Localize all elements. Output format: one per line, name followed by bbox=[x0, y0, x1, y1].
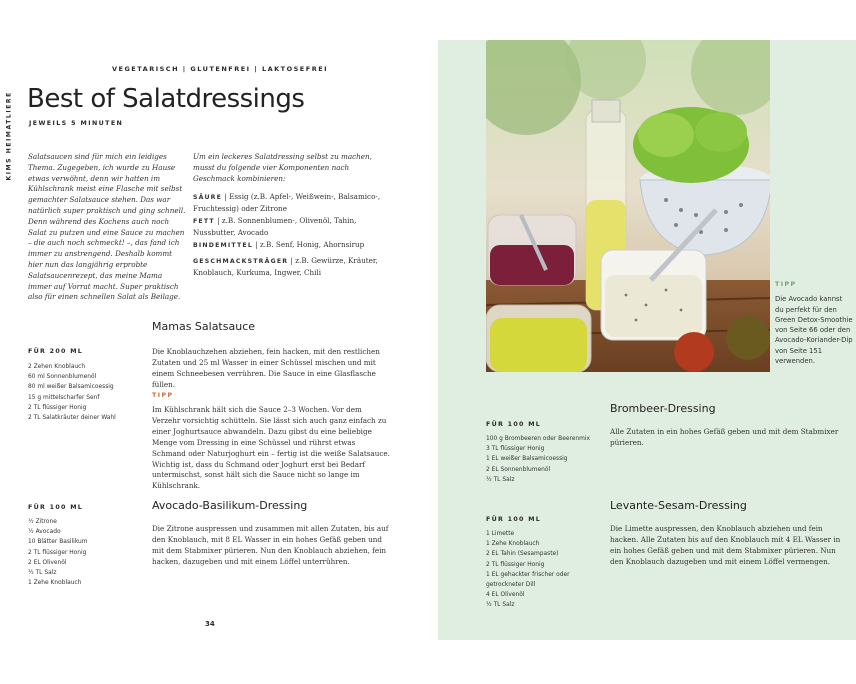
ingredient-list bbox=[28, 517, 148, 588]
ingredient-item: 2 TL flüssiger Honig bbox=[486, 561, 545, 568]
component-text: z.B. Sonnenblumen-, Olivenöl, Tahin, Nussbutter, Avocado bbox=[193, 216, 357, 237]
ingredient-item: 1 Zehe Knoblauch bbox=[28, 580, 82, 587]
ingredient-item: 80 ml weißer Balsamicoessig bbox=[28, 384, 114, 391]
recipe-title: Avocado-Basilikum-Dressing bbox=[152, 499, 308, 512]
ingredient-item: 1 Zehe Knoblauch bbox=[486, 541, 540, 548]
page-title: Best of Salatdressings bbox=[27, 84, 305, 114]
side-tipp-text: Die Avocado kannst du perfekt für den Green Detox-Smoothie von Seite 66 oder den Avocado-Koriander-Dip von Seite 151 verwenden. bbox=[775, 295, 853, 366]
chapter-spine-label bbox=[2, 76, 14, 186]
prep-time: JEWEILS 5 MINUTEN bbox=[29, 120, 124, 127]
side-tipp bbox=[775, 280, 853, 366]
component-label: GESCHMACKSTRÄGER bbox=[193, 258, 289, 265]
ingredient-list bbox=[28, 362, 148, 423]
ingredient-item: 2 Zehen Knoblauch bbox=[28, 364, 86, 370]
component-label: SÄURE bbox=[193, 194, 223, 201]
recipe-title: Mamas Salatsauce bbox=[152, 320, 256, 333]
tipp-label: TIPP bbox=[152, 392, 174, 399]
ingredient-item: 1 Limette bbox=[486, 531, 515, 537]
component-text: z.B. Senf, Honig, Ahornsirup bbox=[259, 240, 365, 249]
chapter-spine-text: KIMS HEIMATLIERE bbox=[5, 91, 13, 181]
ingredient-item: 1 EL gehackter frischer oder getrockneter Dill bbox=[486, 571, 570, 589]
ingredient-item: 4 EL Olivenöl bbox=[486, 592, 525, 599]
ingredient-list bbox=[486, 434, 606, 485]
recipe-title: Levante-Sesam-Dressing bbox=[610, 499, 747, 512]
ingredient-item: 10 Blätter Basilikum bbox=[28, 539, 88, 546]
ingredient-item: ½ Zitrone bbox=[28, 519, 57, 525]
tipp-text: Im Kühlschrank hält sich die Sauce 2–3 Wochen. Vor dem Verzehr vorsichtig schütteln. Sie lässt sich auch ganz einfach zu einer Joghurtsauce abwandeln. Dazu gibst du eine beliebige Menge vom Dressing in eine Schüssel und rührst etwas Schmand oder Naturjoghurt ein – fertig ist die weiße Salatsauce. Wichtig ist, dass du Schmand oder Joghurt erst bei Bedarf untermischst, sonst hält sich die Sauce nicht so lange im Kühlschrank. bbox=[152, 405, 390, 491]
component-bindemittel: BINDEMITTEL | z.B. Senf, Honig, Ahornsirup bbox=[193, 240, 365, 249]
ingredient-item: 2 EL Sonnenblumenöl bbox=[486, 466, 551, 473]
recipe-instructions: Die Limette auspressen, den Knoblauch abziehen und fein hacken. Alle Zutaten bis auf den Knoblauch mit 4 EL Wasser in ein hohes Gefäß geben und mit dem Stabmixer pürieren. Nun den Knoblauch dazugeben und mit einem Löffel vermengen. bbox=[610, 524, 841, 566]
component-label: FETT bbox=[193, 218, 215, 225]
ingredient-item: ½ TL Salz bbox=[486, 602, 515, 609]
component-text: Essig (z.B. Apfel-, Weißwein-, Balsamico-, Fruchtessig) oder Zitrone bbox=[193, 192, 381, 213]
ingredient-item: 15 g mittelscharfer Senf bbox=[28, 394, 100, 401]
recipe-quantity: FÜR 100 ML bbox=[28, 504, 84, 511]
component-text: z.B. Gewürze, Kräuter, Knoblauch, Kurkuma, Ingwer, Chili bbox=[193, 256, 378, 277]
ingredient-item: 1 EL weißer Balsamicoessig bbox=[486, 456, 568, 463]
ingredient-item: 2 TL flüssiger Honig bbox=[28, 404, 87, 411]
ingredient-item: ½ TL Salz bbox=[28, 570, 57, 577]
page-number: 34 bbox=[205, 620, 215, 628]
side-tipp-label: TIPP bbox=[775, 281, 797, 288]
recipe-quantity: FÜR 100 ML bbox=[486, 421, 542, 428]
ingredient-item: 2 EL Olivenöl bbox=[28, 559, 67, 566]
ingredient-item: 3 TL flüssiger Honig bbox=[486, 446, 545, 453]
diet-tags: VEGETARISCH | GLUTENFREI | LAKTOSEFREI bbox=[112, 65, 329, 73]
component-saeure: SÄURE | Essig (z.B. Apfel-, Weißwein-, Balsamico-, Fruchtessig) oder Zitrone bbox=[193, 192, 381, 213]
recipe-quantity: FÜR 200 ML bbox=[28, 348, 84, 355]
ingredient-item: 60 ml Sonnenblumenöl bbox=[28, 374, 97, 381]
ingredient-item: 2 TL Salatkräuter deiner Wahl bbox=[28, 415, 116, 422]
ingredient-item: 100 g Brombeeren oder Beerenmix bbox=[486, 436, 590, 442]
recipe-instructions: Die Knoblauchzehen abziehen, fein hacken, mit den restlichen Zutaten und 25 ml Wasser in einer Schüssel mischen und mit einem Schneebesen verrühren. Die Sauce in eine Glasflasche füllen. bbox=[152, 347, 380, 389]
photo-illustration bbox=[486, 40, 770, 372]
components-intro: Um ein leckeres Salatdressing selbst zu machen, musst du folgende vier Komponenten nach Geschmack kombinieren: bbox=[193, 152, 372, 183]
intro-text: Salatsaucen sind für mich ein leidiges Thema. Zugegeben, ich wurde zu Hause etwas verwöhnt, denn wir hatten im Kühlschrank meist eine Flasche mit selbst gemachter Salatsauce stehen. Das war natürlich super praktisch und ging schnell. Denn während des Kochens auch noch Salat zu putzen und eine Sauce zu machen – die auch noch schmeckt! –, das fand ich immer zu anstrengend. Deshalb kommt hier nun das langjährig erprobte Salatsaucenrezept, das meine Mama immer auf Vorrat macht. Super praktisch also für einen schnellen Salat als Beilage. bbox=[28, 152, 186, 302]
ingredient-list bbox=[486, 529, 598, 611]
ingredient-item: 2 TL flüssiger Honig bbox=[28, 549, 87, 556]
salad-dressing-photo bbox=[486, 40, 770, 372]
recipe-title: Brombeer-Dressing bbox=[610, 402, 716, 415]
ingredient-item: 2 EL Tahin (Sesampaste) bbox=[486, 551, 559, 558]
component-fett: FETT | z.B. Sonnenblumen-, Olivenöl, Tahin, Nussbutter, Avocado bbox=[193, 216, 357, 237]
recipe-instructions: Alle Zutaten in ein hohes Gefäß geben und mit dem Stabmixer pürieren. bbox=[610, 427, 839, 447]
ingredient-item: ½ TL Salz bbox=[486, 476, 515, 483]
ingredient-item: ½ Avocado bbox=[28, 529, 61, 536]
recipe-instructions: Die Zitrone auspressen und zusammen mit allen Zutaten, bis auf den Knoblauch, mit 8 EL Wasser in ein hohes Gefäß geben und mit dem Stabmixer pürieren. Nun den Knoblauch abziehen, fein hacken, dazugeben und mit einem Löffel unterrühren. bbox=[152, 524, 389, 566]
component-label: BINDEMITTEL bbox=[193, 242, 253, 249]
recipe-quantity: FÜR 100 ML bbox=[486, 516, 542, 523]
component-geschmackstraeger: GESCHMACKSTRÄGER | z.B. Gewürze, Kräuter, Knoblauch, Kurkuma, Ingwer, Chili bbox=[193, 256, 378, 277]
